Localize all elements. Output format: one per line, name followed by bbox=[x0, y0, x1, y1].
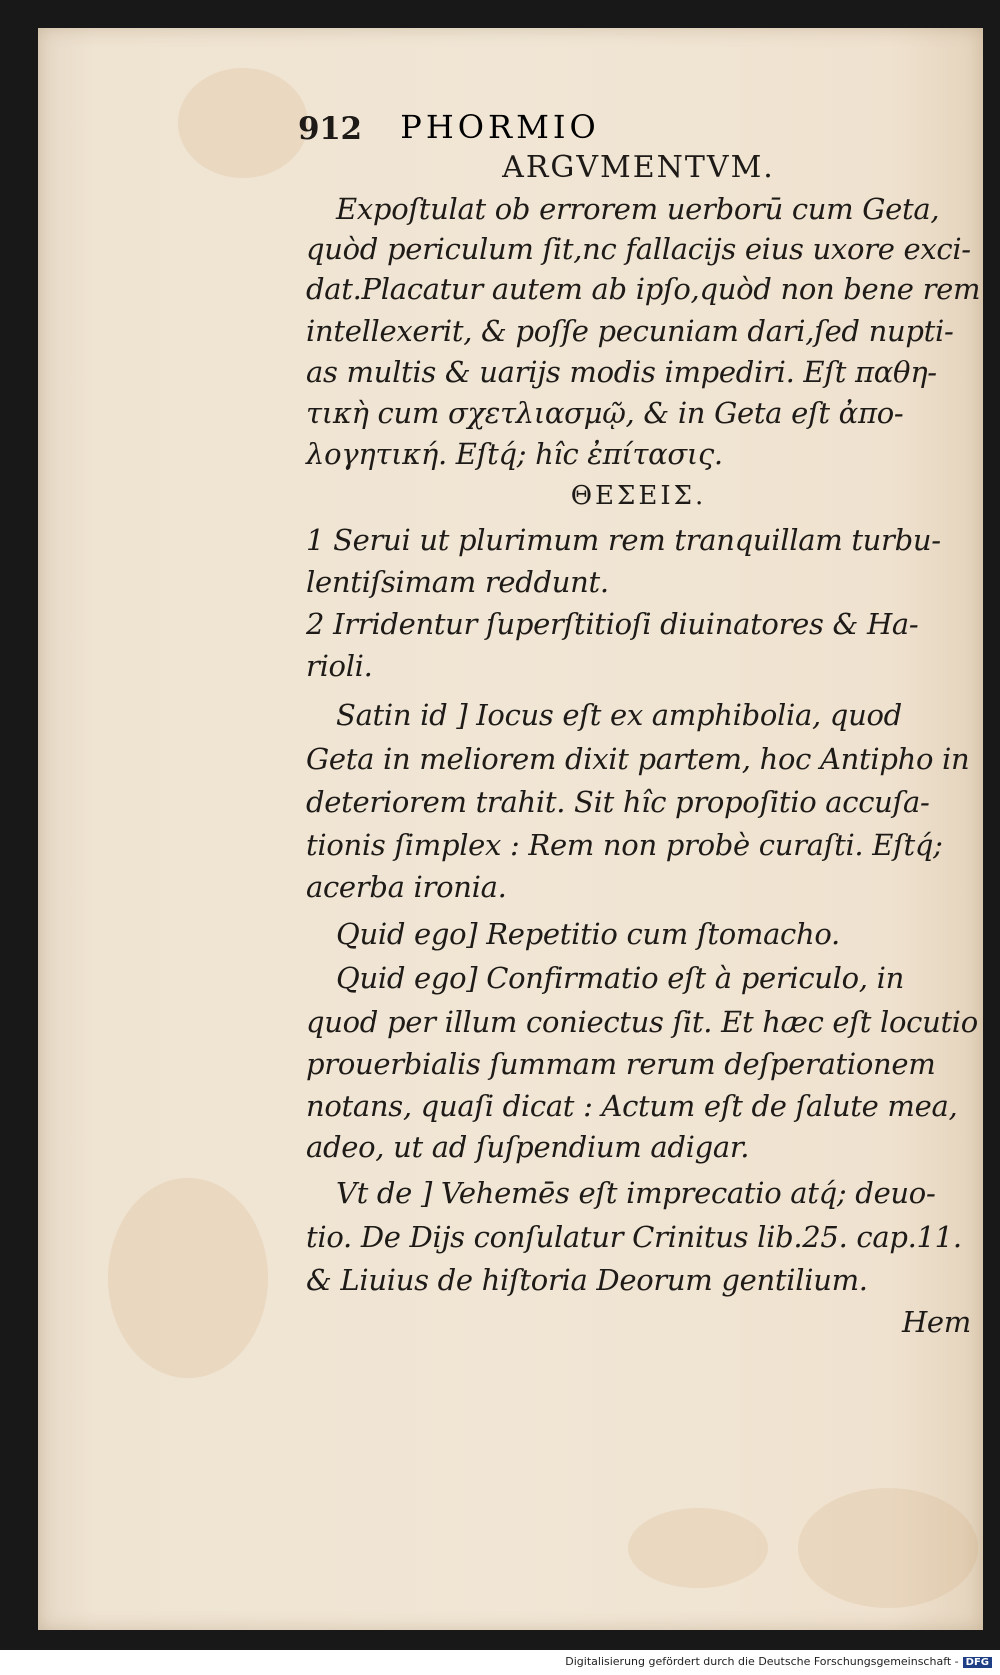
thesis-line: 1 Serui ut plurimum rem tranquillam turbu- bbox=[306, 523, 941, 557]
argument-line: τικὴ cum σχετλιασμῷ, & in Geta eſt ἀπο- bbox=[306, 396, 904, 430]
note-line: Quid ego] Repetitio cum ſtomacho. bbox=[336, 917, 840, 951]
note-line: notans, quaſi dicat : Actum eſt de ſalute mea, bbox=[306, 1089, 958, 1123]
thesis-line: rioli. bbox=[306, 649, 373, 683]
argument-line: intellexerit, & poſſe pecuniam dari,ſed nupti- bbox=[306, 314, 954, 348]
credit-text: Digitalisierung gefördert durch die Deutsche Forschungsgemeinschaft - bbox=[565, 1655, 959, 1668]
argument-line: quòd periculum ſit,nc fallacijs eius uxore exci- bbox=[306, 232, 971, 266]
paper-stain bbox=[628, 1508, 768, 1588]
note-line: Satin id ] Iocus eſt ex amphibolia, quod bbox=[336, 698, 902, 732]
paper-stain bbox=[108, 1178, 268, 1378]
note-line: Vt de ] Vehemēs eſt imprecatio atq́; deuo- bbox=[336, 1176, 936, 1210]
argument-line: λογητική. Eſtq́; hîc ἐπίτασις. bbox=[306, 437, 723, 471]
note-line: prouerbialis ſummam rerum deſperationem bbox=[306, 1047, 936, 1081]
paper-stain bbox=[798, 1488, 978, 1608]
note-line: tionis ſimplex : Rem non probè curaſti. Eſtq́; bbox=[306, 828, 943, 862]
thesis-line: 2 Irridentur ſuperſtitioſi diuinatores & Ha- bbox=[306, 607, 919, 641]
digitization-credit bbox=[0, 1655, 992, 1668]
catchword: Hem bbox=[901, 1305, 971, 1339]
note-line: & Liuius de hiſtoria Deorum gentilium. bbox=[306, 1263, 868, 1297]
dfg-logo: DFG bbox=[963, 1657, 992, 1668]
note-line: acerba ironia. bbox=[306, 870, 507, 904]
folio-number: 912 bbox=[298, 111, 362, 147]
thesis-line: lentiſsimam reddunt. bbox=[306, 565, 609, 599]
note-line: adeo, ut ad ſuſpendium adigar. bbox=[306, 1130, 750, 1164]
argument-heading: ARGVMENTVM. bbox=[502, 150, 775, 185]
note-line: Geta in meliorem dixit partem, hoc Antipho in bbox=[306, 742, 970, 776]
argument-line: as multis & uarijs modis impediri. Eſt παθη- bbox=[306, 355, 937, 389]
argument-line: dat.Placatur autem ab ipſo,quòd non bene rem bbox=[306, 272, 981, 306]
running-title: PHORMIO bbox=[400, 108, 600, 146]
argument-line: Expoſtulat ob errorem uerborū cum Geta, bbox=[336, 192, 940, 226]
note-line: tio. De Dijs conſulatur Crinitus lib.25. cap.11. bbox=[306, 1220, 962, 1254]
theses-heading: ΘΕΣΕΙΣ. bbox=[570, 481, 707, 511]
note-line: deteriorem trahit. Sit hîc propoſitio accuſa- bbox=[306, 785, 930, 819]
note-line: Quid ego] Confirmatio eſt à periculo, in bbox=[336, 961, 905, 995]
note-line: quod per illum coniectus ſit. Et hæc eſt locutio bbox=[306, 1005, 978, 1039]
